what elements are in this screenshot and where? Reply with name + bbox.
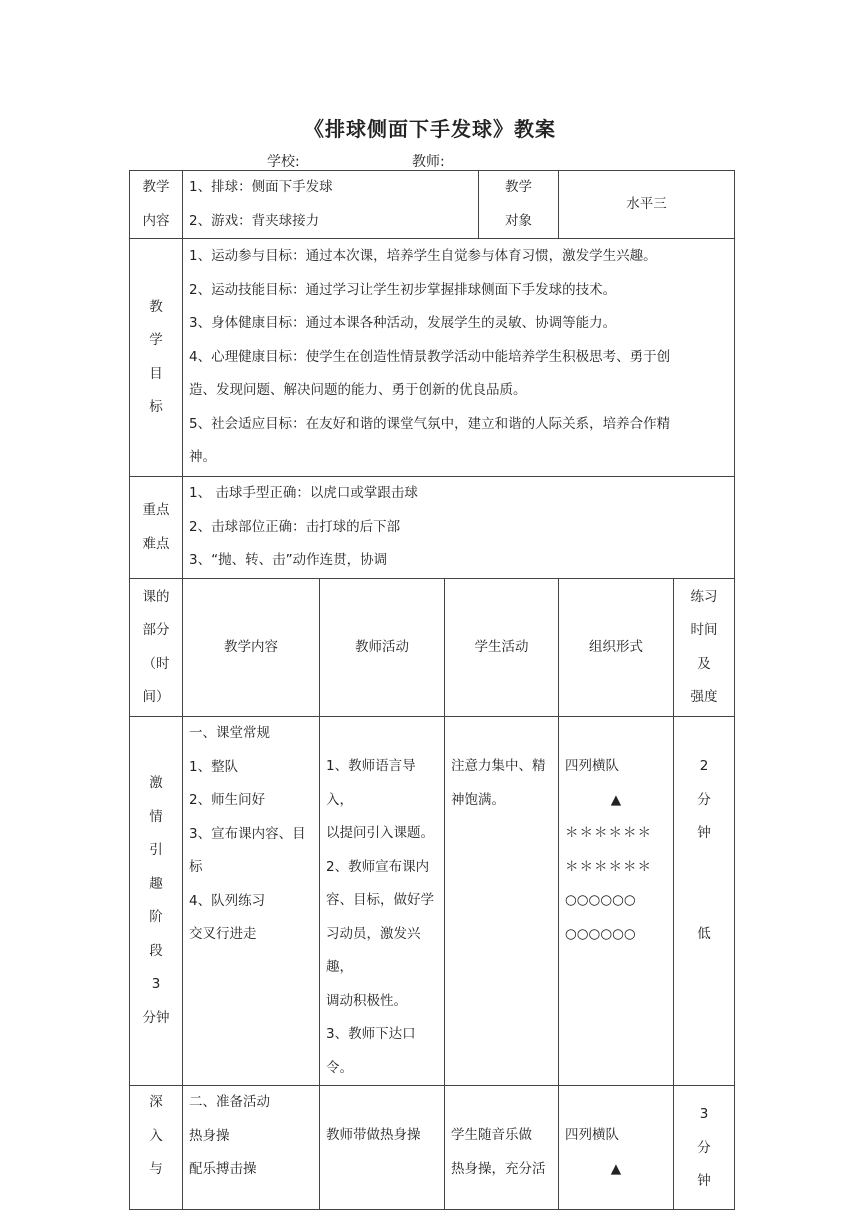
stage1-teacher-line: 3、教师下达口令。 bbox=[326, 1026, 416, 1076]
goals-label-char: 标 bbox=[149, 399, 163, 415]
stage1-org-cell bbox=[559, 717, 674, 1086]
content-label-line: 内容 bbox=[142, 212, 170, 229]
stage1-student-line: 注意力集中、精 bbox=[451, 758, 546, 774]
content-line: 2、游戏：背夹球接力 bbox=[189, 212, 320, 229]
stage1-org-line: 四列横队 bbox=[565, 758, 619, 774]
header-part-line: 间） bbox=[142, 689, 170, 705]
stage1-content-line: 一、课堂常规 bbox=[189, 725, 270, 741]
stage1-time-line: 分 bbox=[697, 791, 711, 808]
stage2-content-line: 二、准备活动 bbox=[189, 1094, 270, 1110]
lesson-plan-table bbox=[129, 170, 735, 1210]
stage1-student-line: 神饱满。 bbox=[451, 791, 505, 808]
stage1-teacher-line: 1、教师语言导入， bbox=[326, 758, 416, 808]
stage1-label-char: 段 bbox=[149, 942, 163, 959]
goals-label-char: 教 bbox=[149, 298, 163, 315]
key-line: 1、 击球手型正确：以虎口或掌跟击球 bbox=[189, 485, 418, 502]
stage1-teacher-line: 以提问引入课题。 bbox=[326, 825, 434, 841]
school-label: 学校: bbox=[267, 154, 300, 170]
stage1-content-line: 1、整队 bbox=[189, 758, 239, 775]
goal-line: 5、社会适应目标：在友好和谐的课堂气氛中，建立和谐的人际关系，培养合作精 bbox=[189, 415, 671, 432]
stage2-time-cell bbox=[674, 1086, 735, 1210]
stage2-student-line: 热身操，充分活 bbox=[451, 1160, 546, 1177]
teacher-triangle-icon: ▲ bbox=[610, 791, 622, 808]
formation-row: ○○○○○○ bbox=[565, 892, 636, 908]
header-time-line: 时间 bbox=[690, 622, 718, 638]
goal-line: 1、运动参与目标：通过本次课，培养学生自觉参与体育习惯，激发学生兴趣。 bbox=[189, 248, 657, 265]
stage1-content-line: 3、宣布课内容、目 bbox=[189, 825, 306, 842]
object-value: 水平三 bbox=[559, 171, 735, 239]
stage1-label-char: 3 bbox=[151, 976, 161, 992]
stage1-time-cell bbox=[674, 717, 735, 1086]
formation-row: ＊＊＊＊＊＊ bbox=[565, 825, 652, 841]
stage1-intensity: 低 bbox=[697, 925, 711, 942]
stage1-teacher-line: 容、目标，做好学 bbox=[326, 892, 434, 908]
key-line: 2、击球部位正确：击打球的后下部 bbox=[189, 518, 401, 535]
header-time-line: 强度 bbox=[690, 689, 718, 705]
stage2-time-line: 3 bbox=[699, 1106, 709, 1122]
content-label-cell bbox=[130, 171, 183, 239]
stage1-student-cell bbox=[445, 717, 559, 1086]
stage2-time-line: 分 bbox=[697, 1139, 711, 1156]
stage2-org-cell bbox=[559, 1086, 674, 1210]
stage1-time-line: 2 bbox=[699, 758, 709, 774]
stage1-teacher-line: 习动员，激发兴趣， bbox=[326, 925, 421, 975]
header-part-line: （时 bbox=[142, 655, 170, 672]
header-time-cell bbox=[674, 579, 735, 717]
header-student: 学生活动 bbox=[445, 579, 559, 717]
keys-cell bbox=[183, 477, 735, 579]
teacher-label: 教师: bbox=[412, 154, 445, 170]
header-part-cell bbox=[130, 579, 183, 717]
stage1-label-char: 分钟 bbox=[142, 1009, 170, 1026]
stage1-teacher-line: 调动积极性。 bbox=[326, 992, 407, 1009]
stage1-label-char: 激 bbox=[149, 775, 163, 791]
goal-line: 神。 bbox=[189, 449, 216, 466]
object-label-line: 教学 bbox=[505, 179, 532, 195]
goal-line: 3、身体健康目标：通过本课各种活动，发展学生的灵敏、协调等能力。 bbox=[189, 315, 617, 332]
goal-line: 4、心理健康目标：使学生在创造性情景教学活动中能培养学生积极思考、勇于创 bbox=[189, 348, 671, 365]
header-time-line: 练习 bbox=[690, 588, 718, 605]
content-line: 1、排球：侧面下手发球 bbox=[189, 179, 333, 195]
stage2-row bbox=[130, 1086, 735, 1210]
header-content: 教学内容 bbox=[183, 579, 320, 717]
header-teacher: 教师活动 bbox=[320, 579, 445, 717]
stage2-org-line: 四列横队 bbox=[565, 1127, 619, 1143]
header-part-line: 课的 bbox=[142, 588, 170, 605]
stage1-content-line: 2、师生问好 bbox=[189, 792, 266, 808]
keys-label-line: 重点 bbox=[142, 502, 170, 518]
keys-label-cell bbox=[130, 477, 183, 579]
stage2-content-cell bbox=[183, 1086, 320, 1210]
stage1-label-char: 情 bbox=[149, 808, 163, 825]
stage1-teacher-line: 2、教师宣布课内 bbox=[326, 858, 430, 875]
stage1-teacher-cell bbox=[320, 717, 445, 1086]
stage1-label-char: 趣 bbox=[149, 875, 163, 892]
formation-row: ＊＊＊＊＊＊ bbox=[565, 858, 652, 875]
stage2-content-line: 配乐搏击操 bbox=[189, 1161, 257, 1177]
header-row bbox=[130, 579, 735, 717]
teacher-triangle-icon: ▲ bbox=[610, 1160, 622, 1177]
key-line: 3、“抛、转、击”动作连贯，协调 bbox=[189, 552, 388, 569]
keys-label-line: 难点 bbox=[142, 535, 170, 552]
stage2-time-line: 钟 bbox=[697, 1173, 711, 1189]
goals-cell bbox=[183, 239, 735, 477]
stage1-label-cell bbox=[130, 717, 183, 1086]
stage1-label-char: 阶 bbox=[149, 909, 163, 925]
stage2-content-line: 热身操 bbox=[189, 1127, 230, 1144]
stage2-label-char: 与 bbox=[149, 1161, 163, 1177]
content-cell bbox=[183, 171, 479, 239]
goal-line: 造、发现问题、解决问题的能力、勇于创新的优良品质。 bbox=[189, 382, 527, 399]
stage2-teacher: 教师带做热身操 bbox=[320, 1086, 445, 1210]
header-part-line: 部分 bbox=[142, 622, 170, 638]
header-org: 组织形式 bbox=[559, 579, 674, 717]
goals-row bbox=[130, 239, 735, 477]
goals-label-char: 学 bbox=[149, 332, 163, 348]
formation-row: ○○○○○○ bbox=[565, 925, 636, 942]
stage1-content-line: 标 bbox=[189, 859, 203, 875]
content-row bbox=[130, 171, 735, 239]
stage1-label-char: 引 bbox=[149, 842, 163, 858]
goals-label-char: 目 bbox=[149, 365, 163, 382]
keys-row bbox=[130, 477, 735, 579]
stage1-content-line: 4、队列练习 bbox=[189, 892, 266, 909]
object-label-cell bbox=[479, 171, 559, 239]
stage1-row bbox=[130, 717, 735, 1086]
stage1-time-line: 钟 bbox=[697, 825, 711, 841]
stage1-content-cell bbox=[183, 717, 320, 1086]
stage2-student-cell bbox=[445, 1086, 559, 1210]
stage2-label-cell bbox=[130, 1086, 183, 1210]
goals-label-cell bbox=[130, 239, 183, 477]
stage2-label-char: 深 bbox=[149, 1094, 163, 1110]
goal-line: 2、运动技能目标：通过学习让学生初步掌握排球侧面下手发球的技术。 bbox=[189, 281, 617, 298]
stage2-student-line: 学生随音乐做 bbox=[451, 1127, 532, 1143]
stage1-content-line: 交叉行进走 bbox=[189, 926, 257, 942]
content-label-line: 教学 bbox=[142, 179, 170, 195]
header-time-line: 及 bbox=[697, 655, 711, 672]
stage2-label-char: 入 bbox=[149, 1127, 163, 1144]
page-title: 《排球侧面下手发球》教案 bbox=[304, 117, 556, 141]
object-label-line: 对象 bbox=[505, 212, 532, 229]
